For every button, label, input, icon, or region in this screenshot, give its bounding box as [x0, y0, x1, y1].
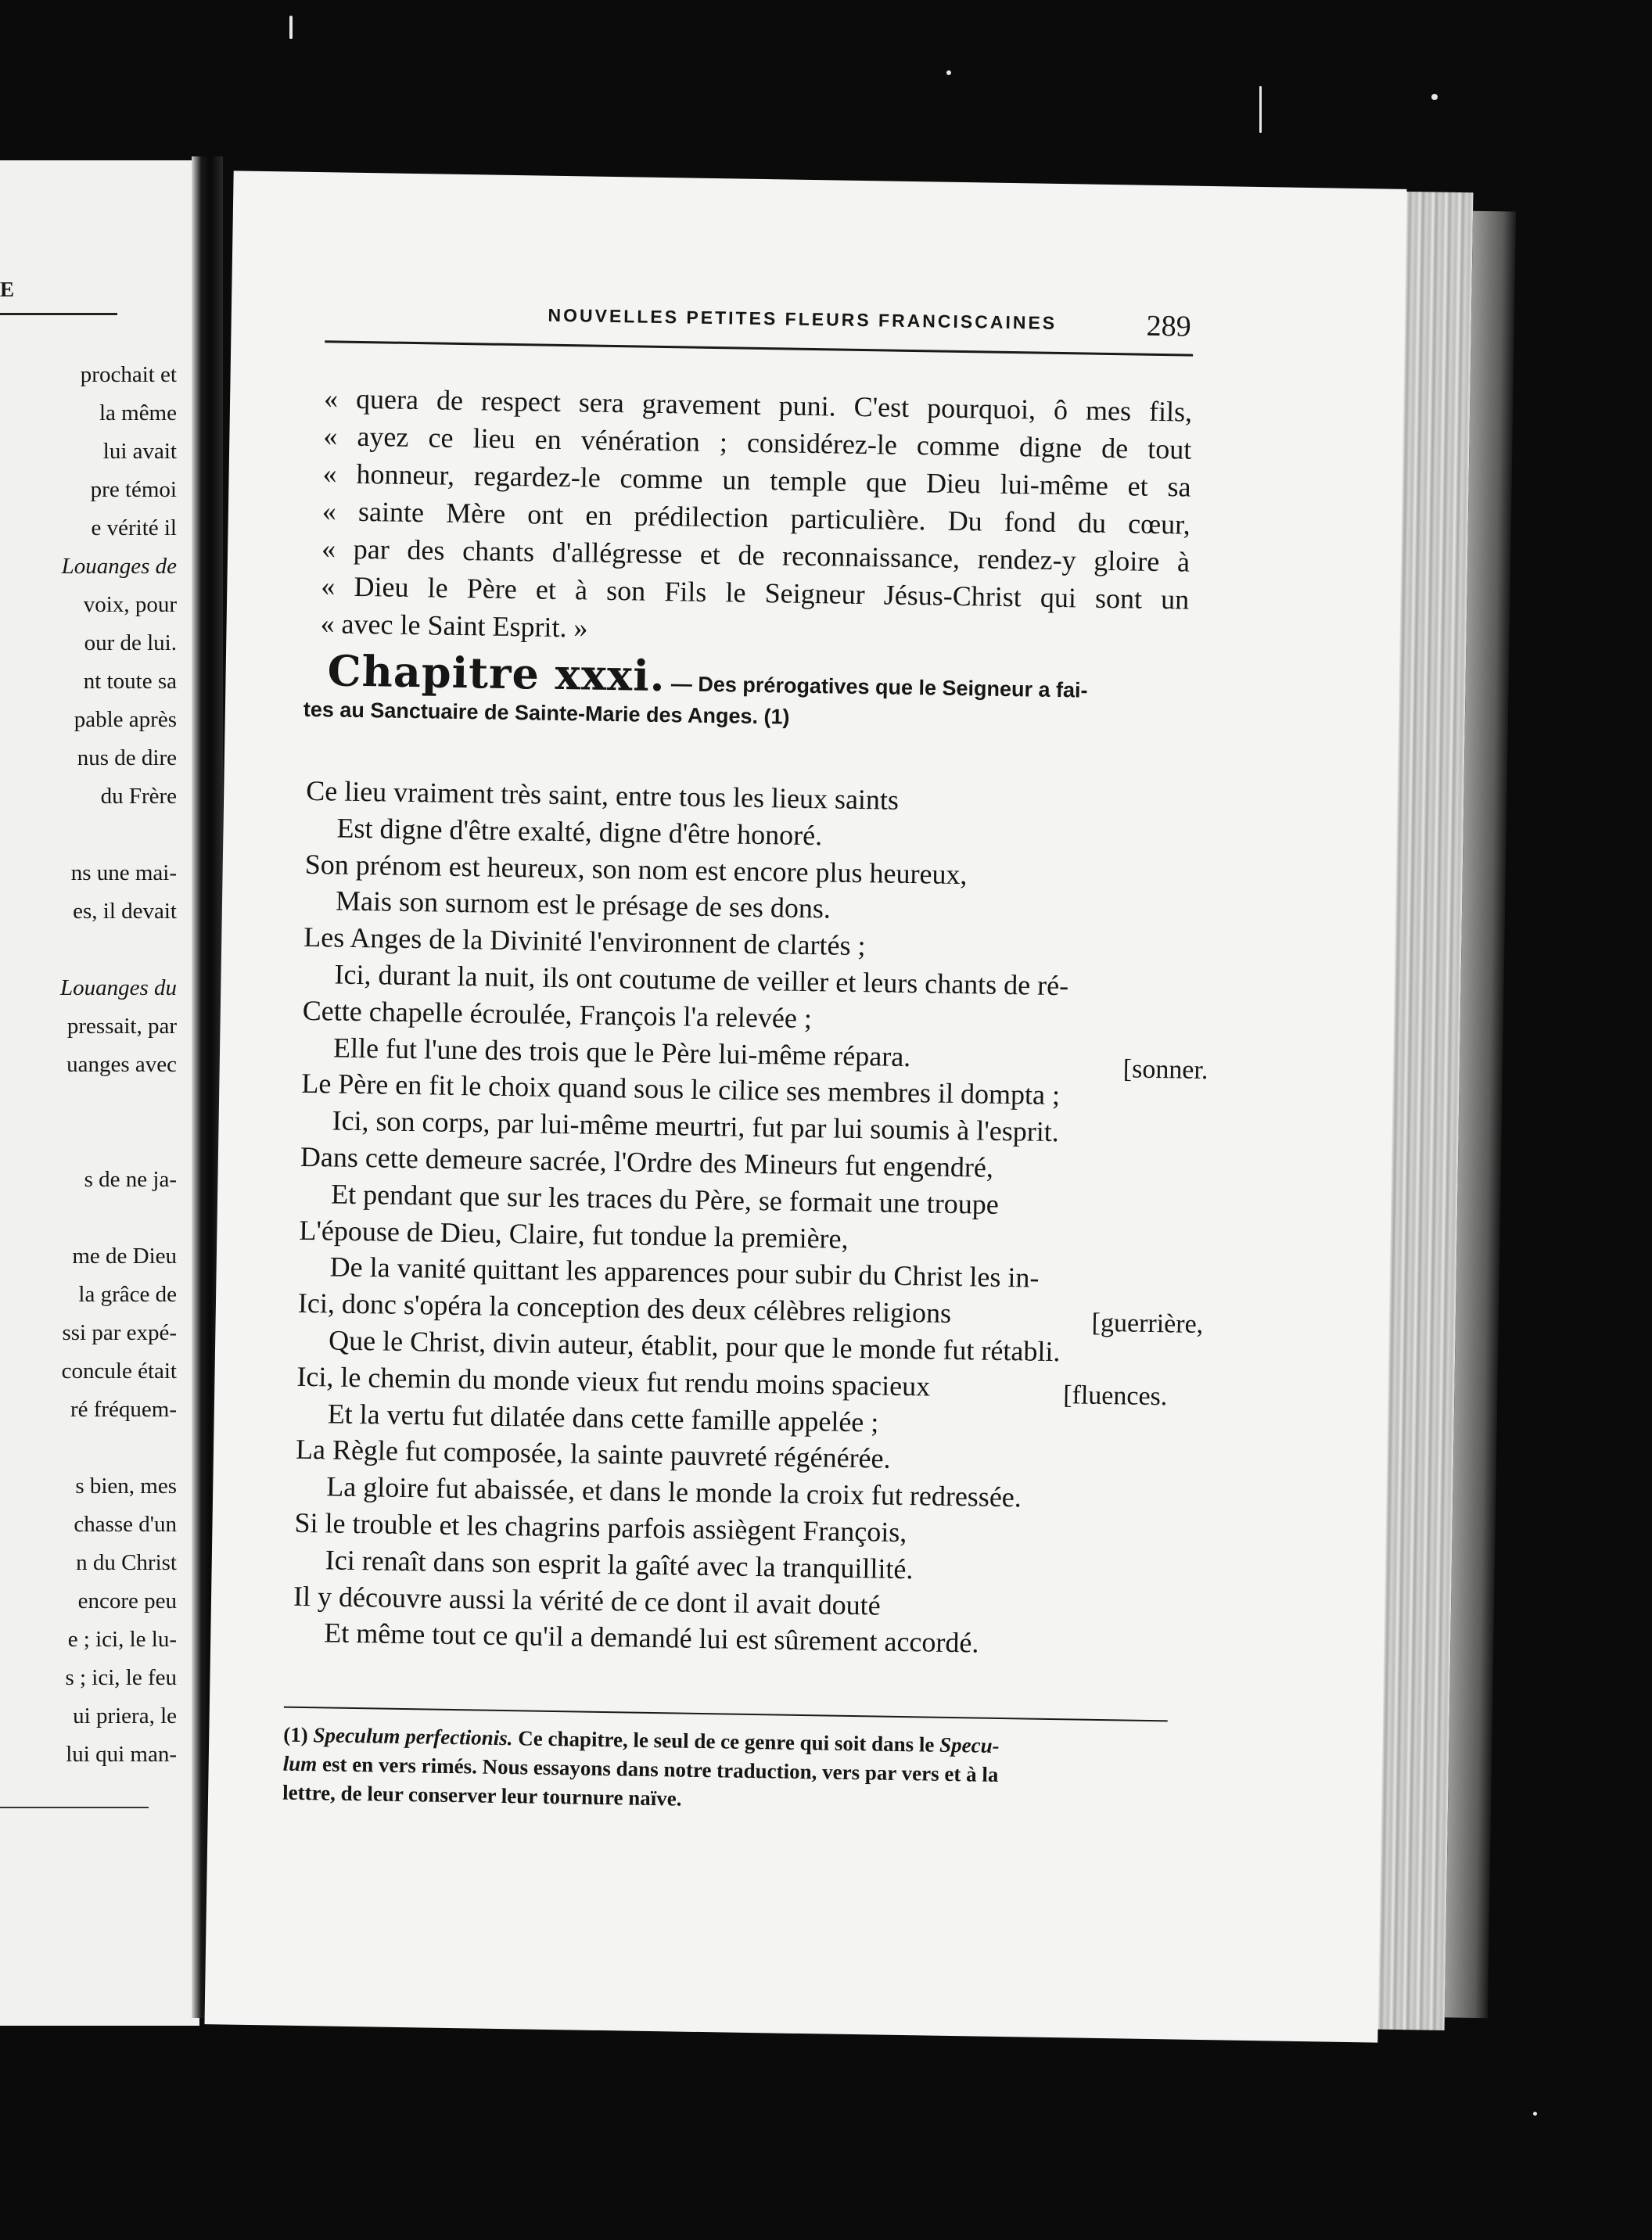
left-page-line: la même [99, 400, 177, 425]
verse-line: Que le Christ, divin auteur, établit, pour que le monde fut rétabli. [328, 1324, 1061, 1368]
left-page-footnote-rule [0, 1807, 149, 1808]
footnote-text: Ce chapitre, le seul de ce genre qui soit dans le [512, 1726, 935, 1757]
verse-line: Et même tout ce qu'il a demandé lui est sûrement accordé. [324, 1617, 979, 1659]
book-page [204, 171, 1406, 2042]
verse-line: Ici, donc s'opéra la conception des deux célèbres religions [297, 1287, 952, 1330]
verse-line: Mais son surnom est le présage de ses dons. [335, 885, 831, 924]
quote-line: « sainte Mère ont en prédilection particulière. Du fond du cœur, [321, 495, 1191, 540]
verse-line: Le Père en fit le choix quand sous le cilice ses membres il dompta ; [301, 1068, 1061, 1111]
footnote-text: est en vers rimés. Nous essayons dans notre traduction, vers par vers et à la [317, 1752, 999, 1786]
footnote-marker: (1) [283, 1722, 309, 1747]
verse-line: Est digne d'être exalté, digne d'être honoré. [336, 812, 823, 852]
verse-line: Son prénom est heureux, son nom est encore plus heureux, [304, 848, 968, 890]
left-page-line: ré fréquem- [70, 1397, 177, 1422]
film-speck [1431, 94, 1438, 100]
left-page-line: uanges avec [66, 1052, 177, 1077]
verse-line: Ici, durant la nuit, ils ont coutume de veiller et leurs chants de ré- [334, 958, 1069, 1002]
verse-line: La Règle fut composée, la sainte pauvreté régénérée. [295, 1434, 891, 1475]
runover-guerriere: [guerrière, [1091, 1308, 1204, 1340]
verse-line: L'épouse de Dieu, Claire, fut tondue la première, [299, 1214, 849, 1255]
verse-line: Et pendant que sur les traces du Père, se formait une troupe [330, 1178, 1000, 1220]
verse-line: Ici renaît dans son esprit la gaîté avec la tranquillité. [325, 1544, 914, 1585]
quote-line: « ayez ce lieu en vénération ; considérez-le comme digne de tout [323, 420, 1192, 465]
quote-line: « avec le Saint Esprit. » [320, 608, 588, 644]
left-page-line: es, il devait [73, 899, 177, 924]
left-page-line: lui qui man- [66, 1742, 177, 1767]
footnote-rule [284, 1707, 1168, 1722]
verse-line: Et la vertu fut dilatée dans cette famille appelée ; [327, 1398, 879, 1438]
chapter-description-continued: tes au Sanctuaire de Sainte-Marie des Anges. (1) [303, 697, 790, 729]
left-page-line: nt toute sa [83, 669, 177, 694]
left-page-line: la grâce de [78, 1282, 177, 1307]
left-page-line: ui priera, le [73, 1703, 177, 1728]
left-page-line: chasse d'un [74, 1512, 177, 1537]
verse-line: Ce lieu vraiment très saint, entre tous les lieux saints [305, 774, 900, 816]
verse-line: Dans cette demeure sacrée, l'Ordre des Mineurs fut engendré, [300, 1140, 994, 1183]
film-speck [1533, 2112, 1537, 2116]
left-page-line: concule était [61, 1359, 177, 1384]
verse-line: Elle fut l'une des trois que le Père lui-même répara. [332, 1032, 911, 1072]
chapter-description: — Des prérogatives que le Seigneur a fai- [665, 672, 1088, 702]
verse-line: Ici, le chemin du monde vieux fut rendu moins spacieux [296, 1360, 931, 1402]
left-page-line: s ; ici, le feu [65, 1665, 177, 1690]
left-page-line: s de ne ja- [84, 1167, 177, 1192]
film-speck [946, 70, 951, 75]
left-page-line: me de Dieu [72, 1244, 177, 1269]
quote-line: « honneur, regardez-le comme un temple que Dieu lui-même et sa [322, 458, 1191, 503]
left-page-line: e vérité il [91, 515, 177, 540]
left-page-line: lui avait [102, 439, 177, 464]
runover-fluences: [fluences. [1062, 1380, 1168, 1412]
footnote-source: Speculum perfectionis. [313, 1723, 513, 1750]
quote-line: « par des chants d'allégresse et de reconnaissance, rendez-y gloire à [321, 533, 1191, 578]
left-page-line: du Frère [100, 784, 177, 809]
left-page-line: e ; ici, le lu- [67, 1627, 177, 1652]
quote-line: « Dieu le Père et à son Fils le Seigneur Jésus-Christ qui sont un [321, 570, 1190, 616]
left-page-line: s bien, mes [75, 1474, 177, 1499]
left-page-line: Louanges de [61, 554, 177, 579]
footnote-source-split: Specu- [939, 1732, 1000, 1757]
runover-sonner: [sonner. [1122, 1054, 1208, 1086]
header-rule [325, 340, 1193, 356]
left-page-header-rule [0, 313, 117, 315]
verse-line: Il y découvre aussi la vérité de ce dont il avait douté [293, 1580, 882, 1621]
left-page-line: encore peu [77, 1588, 177, 1614]
verse-line: De la vanité quittant les apparences pour subir du Christ les in- [329, 1251, 1040, 1294]
left-page-line: nus de dire [77, 745, 177, 770]
verse-line: La gloire fut abaissée, et dans le monde la croix fut redressée. [325, 1470, 1022, 1513]
left-page-line: pable après [74, 707, 177, 732]
left-page-header-letter: E [0, 278, 16, 301]
quote-line: « quera de respect sera gravement puni. C'est pourquoi, ô mes fils, [323, 382, 1193, 428]
page-number: 289 [1146, 309, 1192, 343]
running-head: NOUVELLES PETITES FLEURS FRANCISCAINES [548, 304, 1058, 333]
footnote-line-3: lettre, de leur conserver leur tournure naïve. [282, 1780, 682, 1811]
left-page-line: n du Christ [76, 1550, 177, 1575]
left-facing-page [0, 160, 199, 2026]
left-page-line: our de lui. [84, 630, 177, 655]
verse-line: Les Anges de la Divinité l'environnent de clartés ; [303, 921, 866, 962]
left-page-line: ssi par expé- [62, 1320, 177, 1345]
chapter-title: Chapitre xxxi. [327, 645, 666, 702]
left-page-line: ns une mai- [70, 860, 177, 885]
film-speck [289, 16, 293, 39]
verse-line: Si le trouble et les chagrins parfois assiègent François, [294, 1506, 907, 1549]
film-speck [1259, 86, 1262, 133]
left-page-line: pressait, par [66, 1014, 177, 1039]
verse-line: Ici, son corps, par lui-même meurtri, fut par lui soumis à l'esprit. [332, 1104, 1060, 1148]
left-page-line: voix, pour [83, 592, 177, 617]
left-page-line: pre témoi [90, 477, 177, 502]
footnote-source-split-end: lum [282, 1751, 318, 1776]
verse-line: Cette chapelle écroulée, François l'a relevée ; [302, 994, 813, 1034]
left-page-line: Louanges du [59, 975, 177, 1000]
left-page-line: prochait et [80, 362, 177, 387]
